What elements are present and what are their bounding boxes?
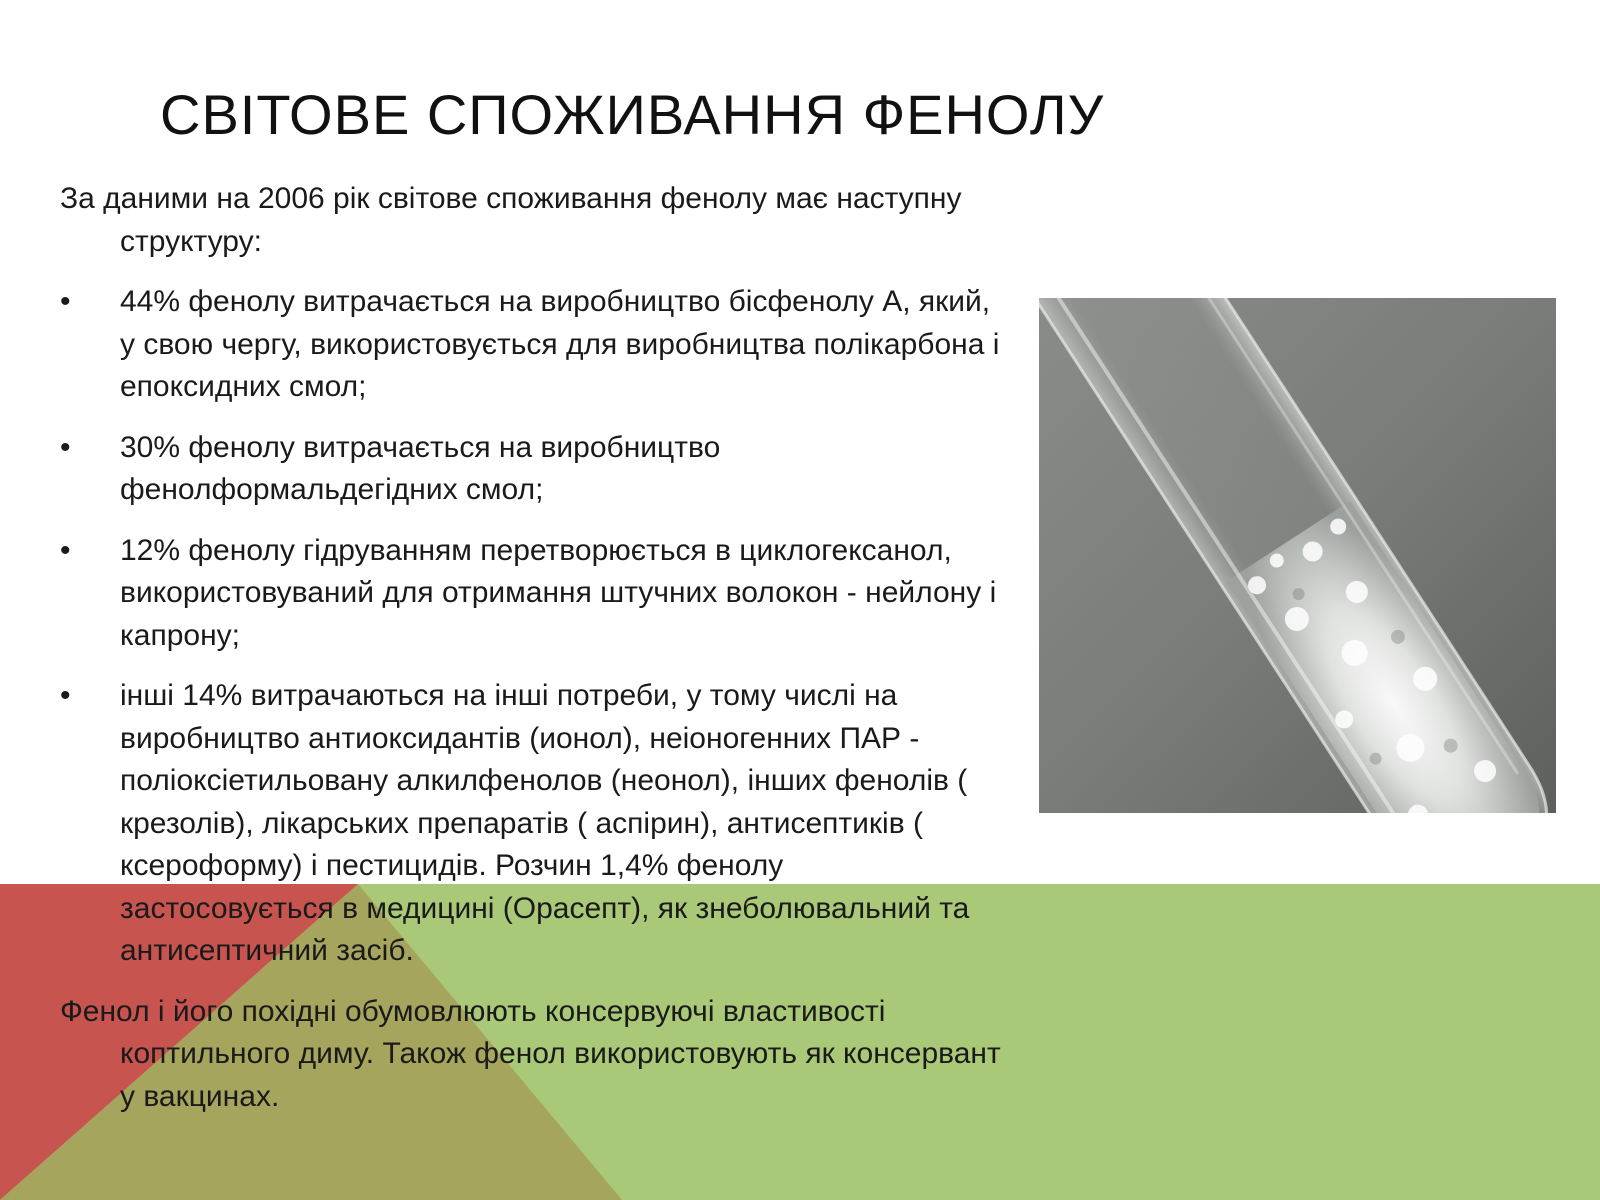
bullet-text: 30% фенолу витрачається на виробництво фенолформальдегідних смол; <box>120 430 721 506</box>
bullet-item <box>60 427 1005 512</box>
bullet-item <box>60 530 1005 658</box>
bullet-text: 12% фенолу гідруванням перетворюється в циклогексанол, використовуваний для отримання штучних волокон - нейлону і капрону; <box>120 533 997 652</box>
bullet-item <box>60 281 1005 409</box>
bullet-item <box>60 675 1005 973</box>
intro-paragraph: За даними на 2006 рік світове споживання фенолу має наступну структуру: <box>60 182 962 258</box>
bullet-marker: • <box>60 533 71 567</box>
bullet-marker: • <box>60 679 71 712</box>
test-tube-illustration <box>1039 298 1556 813</box>
bullet-text: інші 14% витрачаються на інші потреби, у тому числі на виробництво антиоксидантів (ионол), неіоногенних ПАР - поліоксіетильовану алкилфенолов (неонол), інших фенолів ( крезолів), лікарських препаратів ( аспірин), антисептиків ( ксероформу) і пестицидів. Розчин 1,4% фенолу застосовується в медицині (Орасепт), як знеболювальний та антисептичний засіб. <box>120 679 970 967</box>
bullet-text: 44% фенолу витрачається на виробництво бісфенолу А, який, у свою чергу, використовується для виробництва полікарбона і епоксидних смол; <box>120 285 1000 403</box>
bullet-list <box>60 281 1005 973</box>
slide-title: СВІТОВЕ СПОЖИВАННЯ ФЕНОЛУ <box>160 83 1105 146</box>
bullet-marker: • <box>60 430 71 464</box>
closing-paragraph: Фенол і його похідні обумовлюють консервуючі властивості коптильного диму. Також фенол використовують як консервант у вакцинах. <box>60 994 1001 1113</box>
bullet-marker: • <box>60 285 71 318</box>
phenol-crystals-photo <box>1039 298 1556 813</box>
slide-body <box>60 178 1005 1136</box>
